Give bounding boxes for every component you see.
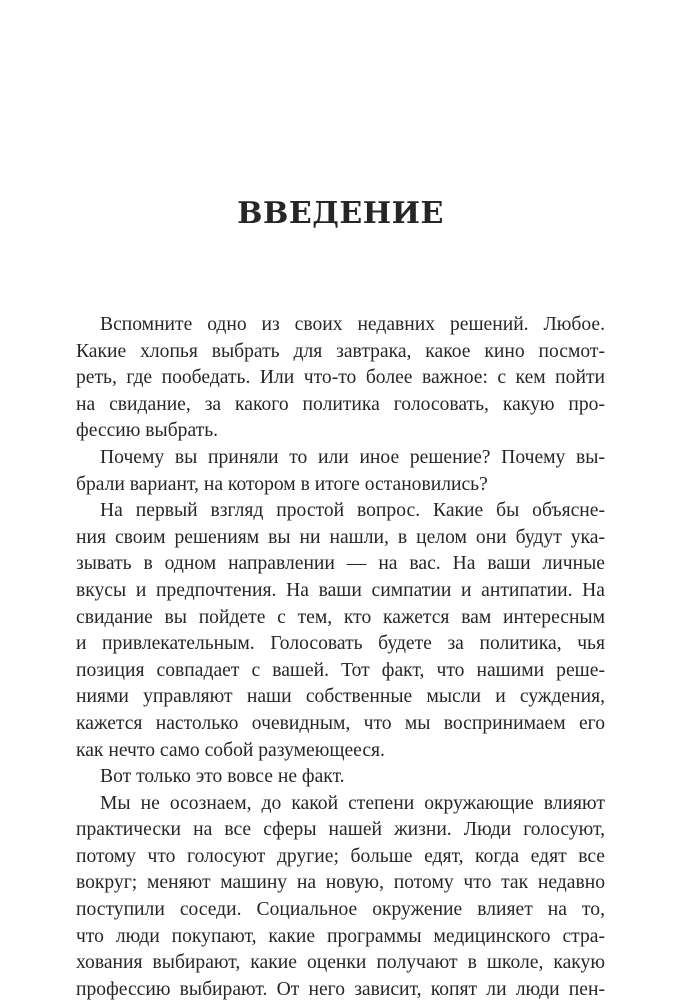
text-line: брали вариант, на котором в итоге остановились? <box>76 473 488 495</box>
text-line: Вспомните одно из своих недавних решений. Любое. <box>100 314 605 335</box>
text-line: потому что голосуют другие; больше едят, когда едят все <box>76 845 605 867</box>
text-line: кажется настолько очевидным, что мы воспринимаем его <box>76 712 605 734</box>
chapter-title: ВВЕДЕНИЕ <box>237 196 444 231</box>
text-line: хования выбирают, какие оценки получают в школе, какую <box>76 952 605 974</box>
text-line: Мы не осознаем, до какой степени окружающие влияют <box>100 792 605 814</box>
text-line: Вот только это вовсе не факт. <box>100 766 345 788</box>
text-line: свидание вы пойдете с тем, кто кажется вам интересным <box>76 606 605 628</box>
text-line: профессию выбирают. От него зависит, копят ли люди пен- <box>76 978 605 1000</box>
text-line: вокруг; меняют машину на новую, потому что так недавно <box>76 872 605 894</box>
text-line: поступили соседи. Социальное окружение влияет на то, <box>76 899 605 921</box>
text-line: практически на все сферы нашей жизни. Люди голосуют, <box>76 819 605 841</box>
text-line: вкусы и предпочтения. На ваши симпатии и антипатии. На <box>76 579 605 601</box>
text-line: и привлекательным. Голосовать будете за политика, чья <box>76 633 605 655</box>
text-line: фессию выбрать. <box>76 420 219 442</box>
text-line: ния своим решениям вы ни нашли, в целом они будут ука- <box>76 526 605 548</box>
text-line: как нечто само собой разумеющееся. <box>76 739 385 761</box>
text-line: Почему вы приняли то или иное решение? Почему вы- <box>100 446 605 468</box>
text-line: зывать в одном направлении — на вас. На ваши личные <box>76 553 605 575</box>
text-line: на свидание, за какого политика голосовать, какую про- <box>76 393 605 415</box>
text-line: Какие хлопья выбрать для завтрака, какое кино посмот- <box>76 340 605 362</box>
text-line: ниями управляют наши собственные мысли и суждения, <box>76 686 605 708</box>
text-line: реть, где пообедать. Или что-то более важное: с кем пойти <box>76 367 605 389</box>
text-line: На первый взгляд простой вопрос. Какие бы объясне- <box>100 500 605 522</box>
text-line: что люди покупают, какие программы медицинского стра- <box>76 925 605 947</box>
text-line: позиция совпадает с вашей. Тот факт, что нашими реше- <box>76 659 605 681</box>
body-text <box>76 312 605 1003</box>
